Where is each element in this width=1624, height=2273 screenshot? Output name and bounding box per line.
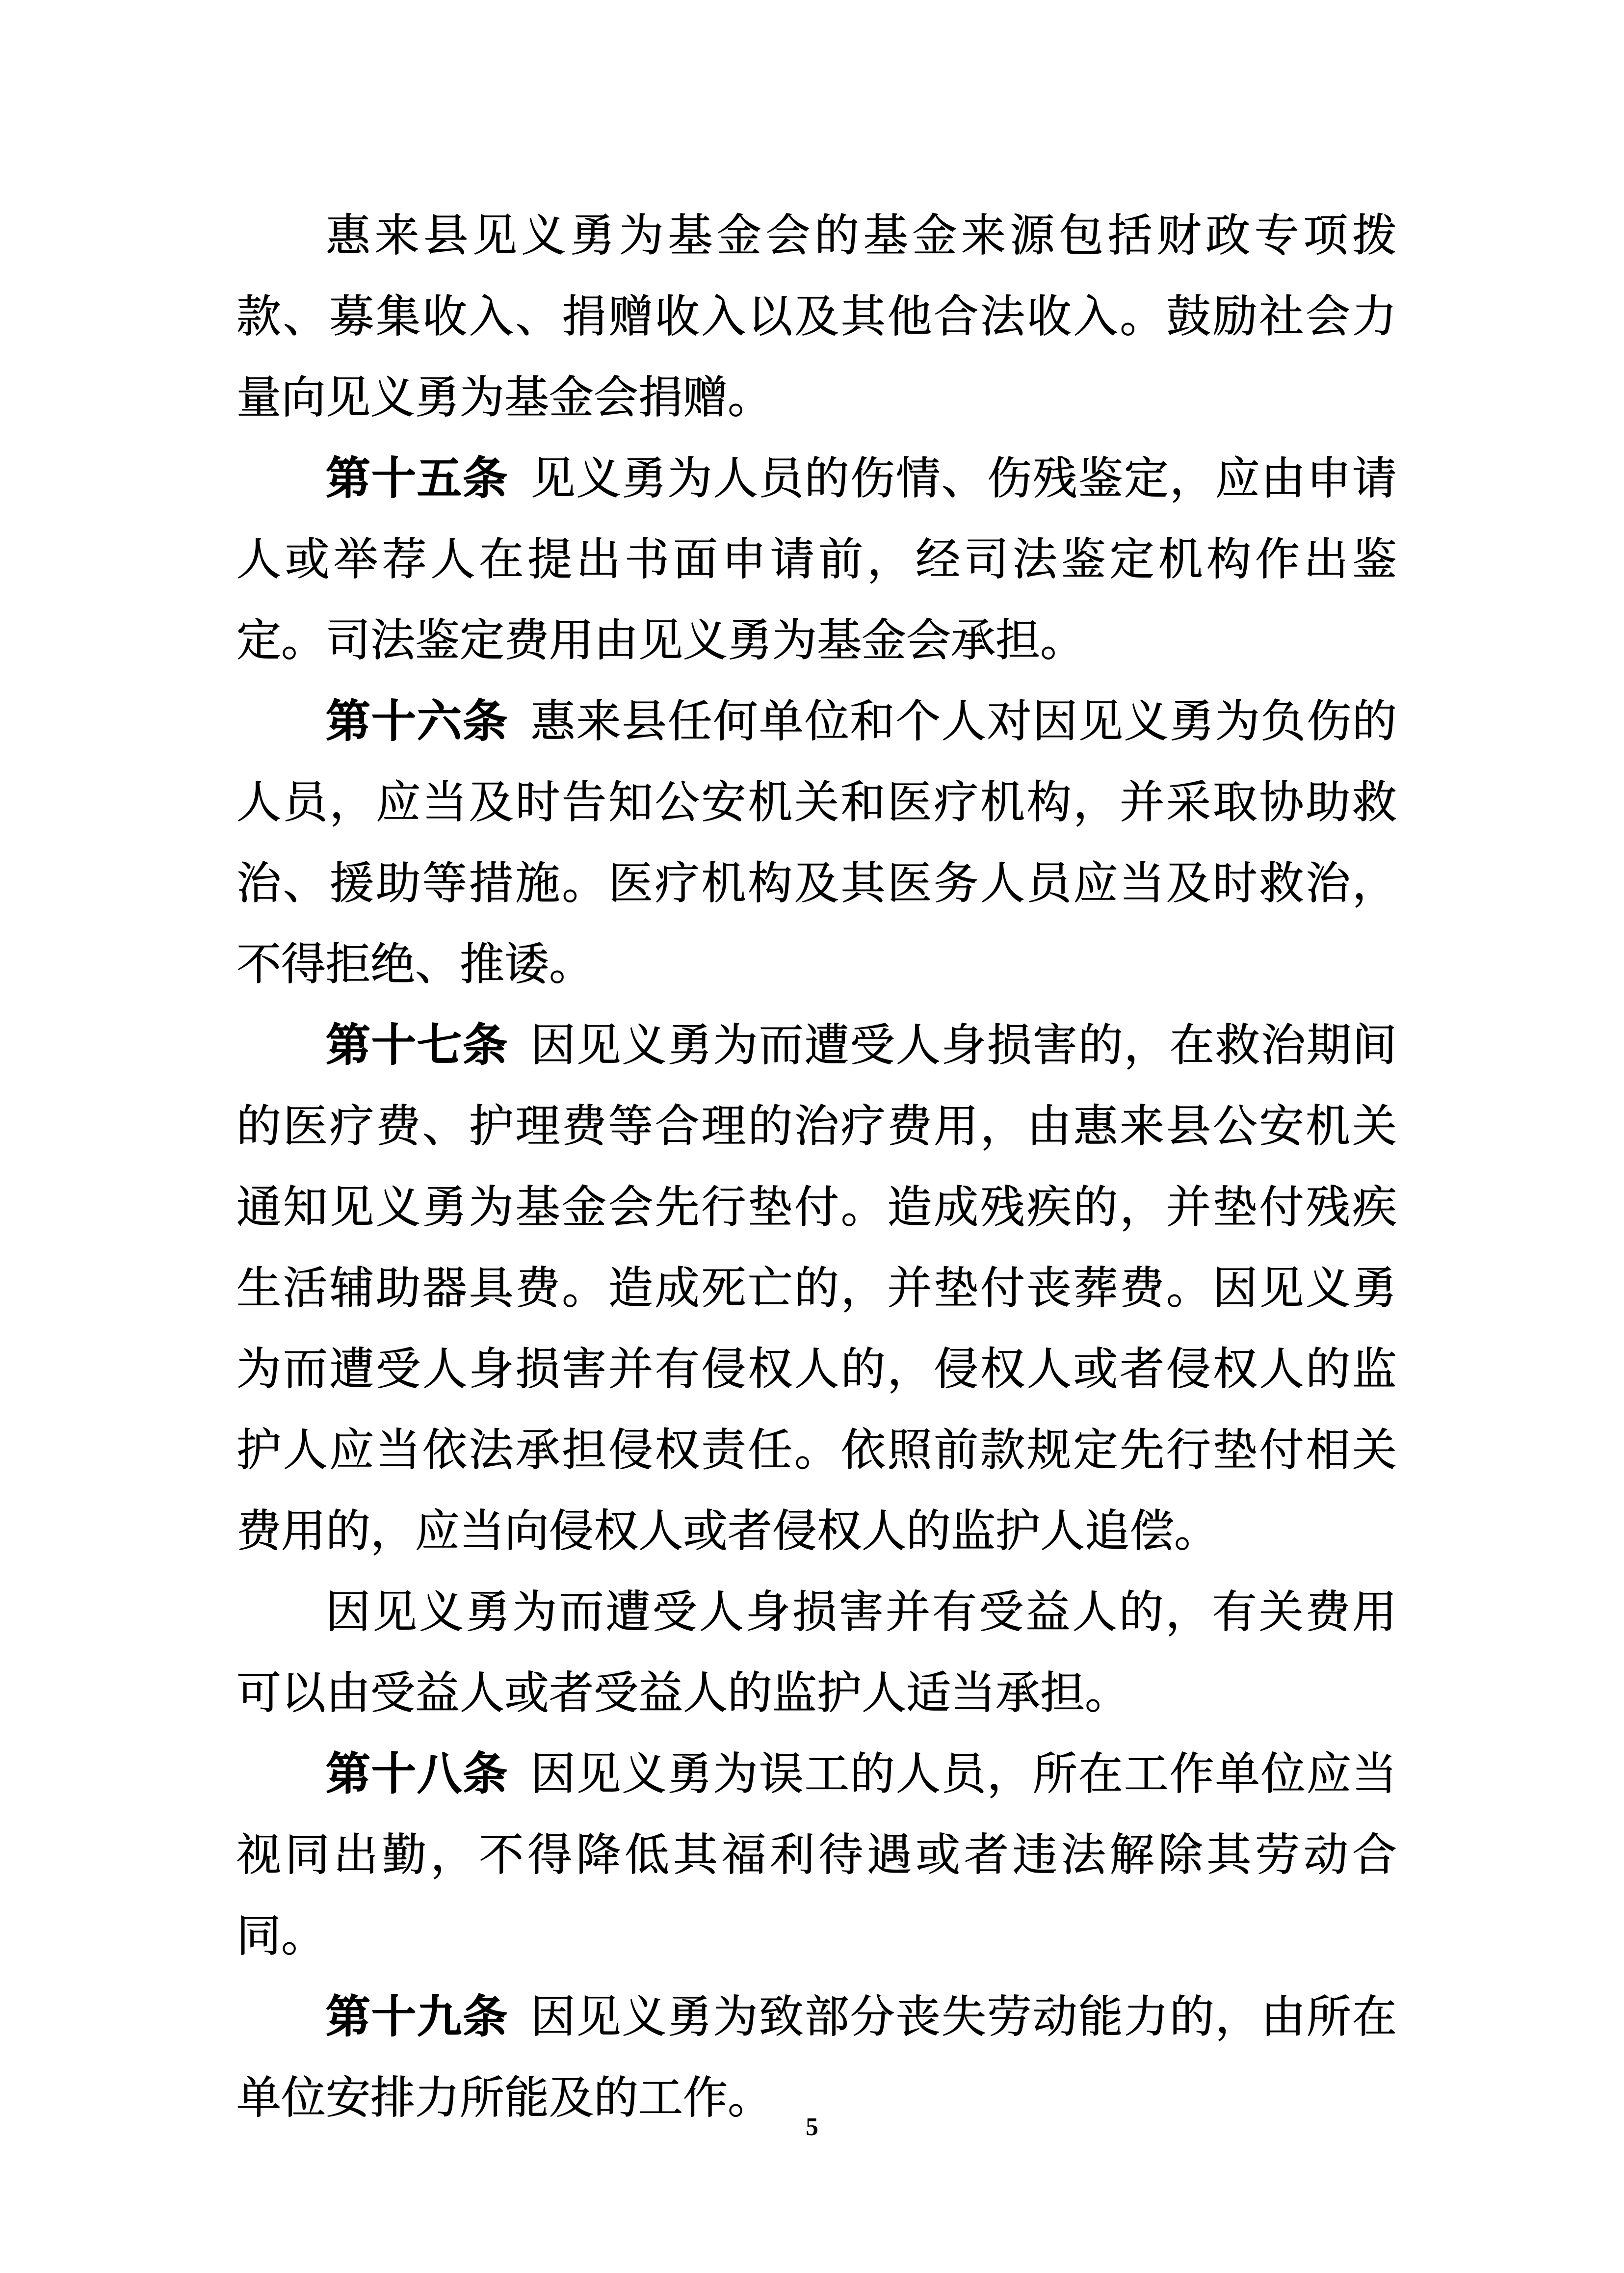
paragraph — [236, 195, 1397, 438]
paragraph-text: 因见义勇为而遭受人身损害的，在救治期间的医疗费、护理费等合理的治疗费用，由惠来县公安机关通知见义勇为基金会先行垫付。造成残疾的，并垫付残疾生活辅助器具费。造成死亡的，并垫付丧葬费。因见义勇为而遭受人身损害并有侵权人的，侵权人或者侵权人的监护人应当依法承担侵权责任。依照前款规定先行垫付相关费用的，应当向侵权人或者侵权人的监护人追偿。 — [236, 1021, 1397, 1556]
article-number: 第十五条 — [326, 454, 509, 503]
paragraph — [236, 681, 1397, 1005]
paragraph-text: 惠来县任何单位和个人对因见义勇为负伤的人员，应当及时告知公安机关和医疗机构，并采取协助救治、援助等措施。医疗机构及其医务人员应当及时救治，不得拒绝、推诿。 — [236, 697, 1397, 989]
paragraph-text: 惠来县见义勇为基金会的基金来源包括财政专项拨款、募集收入、捐赠收入以及其他合法收入。鼓励社会力量向见义勇为基金会捐赠。 — [236, 211, 1397, 423]
paragraph — [236, 438, 1397, 681]
paragraph-text: 因见义勇为误工的人员，所在工作单位应当视同出勤，不得降低其福利待遇或者违法解除其劳动合同。 — [236, 1749, 1397, 1961]
paragraph-text: 见义勇为人员的伤情、伤残鉴定，应由申请人或举荐人在提出书面申请前，经司法鉴定机构作出鉴定。司法鉴定费用由见义勇为基金会承担。 — [236, 454, 1397, 665]
article-number: 第十六条 — [326, 697, 509, 746]
page-number: 5 — [806, 2113, 818, 2141]
body-text-block — [236, 195, 1397, 2139]
paragraph — [236, 1572, 1397, 1734]
article-number: 第十七条 — [326, 1021, 509, 1070]
paragraph — [236, 1005, 1397, 1572]
paragraph — [236, 1734, 1397, 1977]
paragraph-text: 因见义勇为而遭受人身损害并有受益人的，有关费用可以由受益人或者受益人的监护人适当承担。 — [236, 1587, 1397, 1718]
article-number: 第十九条 — [326, 1992, 509, 2042]
article-number: 第十八条 — [326, 1749, 509, 1799]
paragraph-text: 因见义勇为致部分丧失劳动能力的，由所在单位安排力所能及的工作。 — [236, 1992, 1397, 2123]
